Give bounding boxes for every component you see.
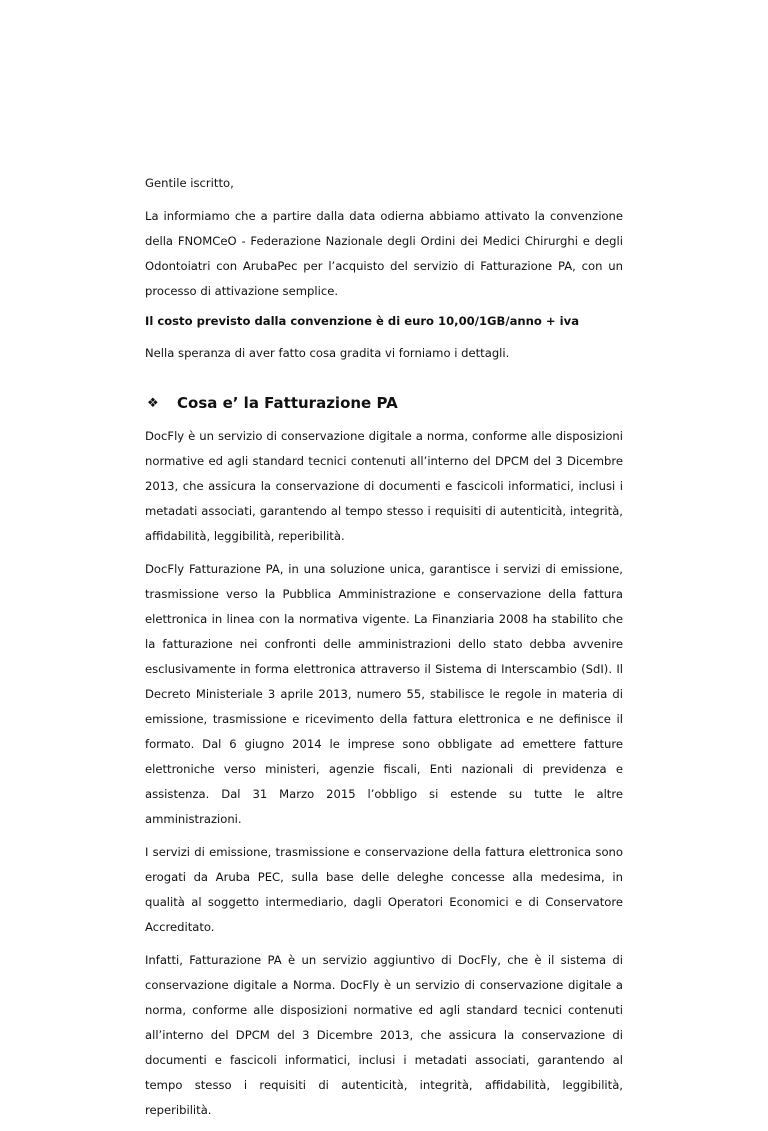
cost-statement: Il costo previsto dalla convenzione è di euro 10,00/1GB/anno + iva [145,314,580,328]
closing-paragraph: Nella speranza di aver fatto cosa gradita vi forniamo i dettagli. [145,346,510,360]
greeting: Gentile iscritto, [145,176,234,190]
body-paragraph-1: DocFly è un servizio di conservazione digitale a norma, conforme alle disposizioni normative ed agli standard tecnici contenuti all’interno del DPCM del 3 Dicembre 2013, che assicura la conservazione di documenti e fascicoli informatici, inclusi i metadati associati, garantendo al tempo stesso i requisiti di autenticità, integrità, affidabilità, leggibilità, reperibilità. [145,429,623,543]
body-paragraph-2: DocFly Fatturazione PA, in una soluzione unica, garantisce i servizi di emissione, trasmissione verso la Pubblica Amministrazione e conservazione della fattura elettronica in linea con la normativa vigente. La Finanziaria 2008 ha stabilito che la fatturazione nei confronti delle amministrazioni dello stato debba avvenire esclusivamente in forma elettronica attraverso il Sistema di Interscambio (SdI). Il Decreto Ministeriale 3 aprile 2013, numero 55, stabilisce le regole in materia di emissione, trasmissione e ricevimento della fattura elettronica e ne definisce il formato. Dal 6 giugno 2014 le imprese sono obbligate ad emettere fatture elettroniche verso ministeri, agenzie fiscali, Enti nazionali di previdenza e assistenza. Dal 31 Marzo 2015 l’obbligo si estende su tutte le altre amministrazioni. [145,562,623,826]
diamond-bullet-icon: ❖ [147,395,159,411]
section-title: Cosa e’ la Fatturazione PA [177,394,398,412]
body-paragraph-4: Infatti, Fatturazione PA è un servizio aggiuntivo di DocFly, che è il sistema di conservazione digitale a Norma. DocFly è un servizio di conservazione digitale a norma, conforme alle disposizioni normative ed agli standard tecnici contenuti all’interno del DPCM del 3 Dicembre 2013, che assicura la conservazione di documenti e fascicoli informatici, inclusi i metadati associati, garantendo al tempo stesso i requisiti di autenticità, integrità, affidabilità, leggibilità, reperibilità. [145,953,623,1117]
body-paragraph-3: I servizi di emissione, trasmissione e conservazione della fattura elettronica sono erogati da Aruba PEC, sulla base delle deleghe concesse alla medesima, in qualità al soggetto intermediario, dagli Operatori Economici e di Conservatore Accreditato. [145,845,623,934]
document-body [145,174,623,1131]
intro-paragraph: La informiamo che a partire dalla data odierna abbiamo attivato la convenzione della FNOMCeO - Federazione Nazionale degli Ordini dei Medici Chirurghi e degli Odontoiatri con ArubaPec per l’acquisto del servizio di Fatturazione PA, con un processo di attivazione semplice. [145,209,623,298]
section-heading [145,394,623,412]
